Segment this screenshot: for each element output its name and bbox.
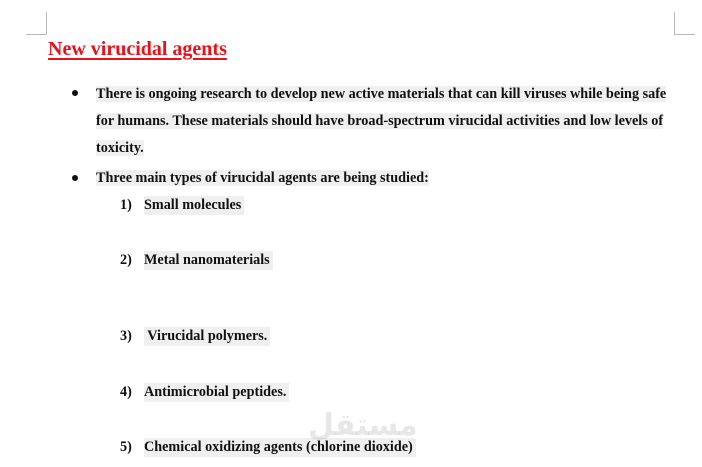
list-item (120, 384, 289, 401)
list-item-number: 5) (120, 439, 132, 455)
bullet-text: There is ongoing research to develop new active materials that can kill viruses while being safe for humans. These materials should have broad-spectrum virucidal activities and low levels of toxicity. (96, 86, 667, 156)
list-item-number: 3) (120, 328, 132, 344)
list-item-number: 4) (120, 384, 132, 400)
list-item (120, 197, 244, 214)
list-item-number: 1) (120, 197, 132, 213)
bullet-paragraph-research (96, 81, 676, 162)
margin-corner-mark-top-left (26, 12, 47, 35)
list-item-text: Virucidal polymers. (144, 327, 270, 346)
list-item-text: Antimicrobial peptides. (144, 383, 289, 402)
list-item (120, 328, 270, 345)
bullet-paragraph-types (96, 165, 676, 192)
margin-corner-mark-top-right (674, 12, 695, 35)
bullet-icon (72, 90, 78, 96)
list-item-number: 2) (120, 252, 132, 268)
list-item-text: Metal nanomaterials (144, 251, 273, 270)
bullet-icon (72, 175, 78, 181)
list-item (120, 252, 273, 269)
watermark-logo: مستقل (308, 408, 418, 443)
bullet-text: Three main types of virucidal agents are being studied: (96, 170, 429, 186)
list-item-text: Chemical oxidizing agents (chlorine dioxide) (144, 438, 416, 457)
list-item-text: Small molecules (144, 196, 244, 215)
document-heading: New virucidal agents (48, 38, 227, 60)
